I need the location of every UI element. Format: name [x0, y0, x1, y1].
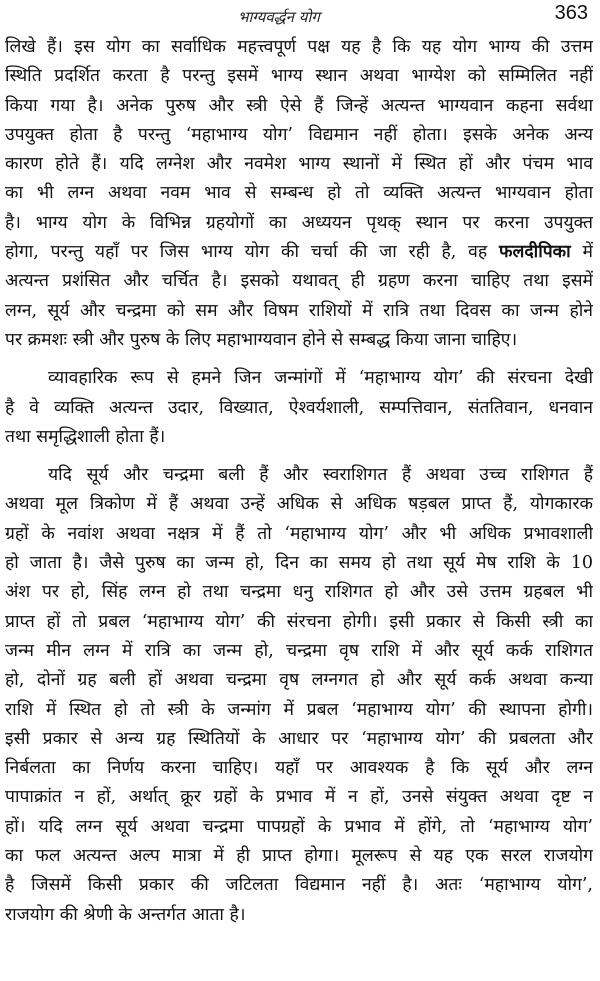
text-line: ग्रहों के नवांश अथवा नक्षत्र में हैं तो ‘महाभाग्य योग’ और भी अधिक प्रभावशाली: [5, 523, 593, 544]
text-line: निर्बलता का निर्णय करना चाहिए। यहाँ पर आवश्यक है कि सूर्य और लग्न: [5, 758, 593, 779]
bold-term: फलदीपिका: [499, 242, 571, 263]
text-line: लग्न, सूर्य और चन्द्रमा को सम और विषम राशियों में रात्रि तथा दिवस का जन्म होने: [5, 300, 593, 321]
text-line: है जिसमें किसी प्रकार की जटिलता विद्यमान नहीं है। अतः ‘महाभाग्य योग’,: [5, 875, 593, 896]
text-line: अथवा मूल त्रिकोण में हैं अथवा उन्हें अधिक से अधिक षड़बल प्राप्त हैं, योगकारक: [5, 494, 593, 515]
text-line: पापाक्रांत न हों, अर्थात् क्रूर ग्रहों के प्रभाव में न हों, उनसे संयुक्त अथवा दृष्ट न: [5, 787, 593, 808]
text-line: [5, 238, 593, 267]
page-body: [5, 33, 593, 939]
text-line: पर क्रमशः स्त्री और पुरुष के लिए महाभाग्यवान होने से सम्बद्ध किया जाना चाहिए।: [5, 329, 518, 350]
text-line: किया गया है। अनेक पुरुष और स्त्री ऐसे हैं जिन्हें अत्यन्त भाग्यवान कहना सर्वथा: [5, 95, 593, 116]
text-line: उपयुक्त होता है परन्तु ‘महाभाग्य योग’ विद्यमान नहीं होता। इसके अनेक अन्य: [5, 124, 593, 145]
text-line: व्यावहारिक रूप से हमने जिन जन्मांगों में ‘महाभाग्य योग’ की संरचना देखी: [48, 368, 593, 389]
text-line: जन्म मीन लग्न में रात्रि का जन्म हो, चन्द्रमा वृष राशि में और सूर्य कर्क राशिगत: [5, 640, 593, 661]
text-line: है वे व्यक्ति अत्यन्त उदार, विख्यात, ऐश्वर्यशाली, सम्पत्तिवान, संततिवान, धनवान: [5, 397, 593, 418]
paragraph: [5, 364, 593, 452]
text-line: स्थिति प्रदर्शित करता है परन्तु इसमें भाग्य स्थान अथवा भाग्येश को सम्मिलित नहीं: [5, 66, 593, 87]
text-line: का फल अत्यन्त अल्प मात्रा में ही प्राप्त होगा। मूलरूप से यह एक सरल राजयोग: [5, 846, 593, 867]
text-line: हो, दोनों ग्रह बली हों अथवा चन्द्रमा वृष लग्नगत हो और सूर्य कर्क अथवा कन्या: [5, 670, 593, 691]
paragraph: [5, 33, 593, 355]
text-line: राजयोग की श्रेणी के अन्तर्गत आता है।: [5, 904, 246, 925]
text-line: लिखे हैं। इस योग का सर्वाधिक महत्त्वपूर्ण पक्ष यह है कि यह योग भाग्य की उत्तम: [5, 37, 593, 57]
text-line: हों। यदि लग्न सूर्य अथवा चन्द्रमा पापग्रहों के प्रभाव में होंगे, तो ‘महाभाग्य योग’: [5, 816, 593, 837]
page-number: 363: [554, 2, 588, 24]
text-line: राशि में स्थित हो तो स्त्री के जन्मांग में प्रबल ‘महाभाग्य योग’ की स्थापना होगी।: [5, 699, 593, 720]
text-line: हो जाता है। जैसे पुरुष का जन्म हो, दिन का समय हो तथा सूर्य मेष राशि के 10: [5, 553, 593, 574]
running-title: भाग्यवर्द्धन योग: [238, 8, 320, 26]
text-line: अत्यन्त प्रशंसित और चर्चित है। इसको यथावत् ही ग्रहण करना चाहिए तथा इसमें: [5, 271, 593, 292]
text-line: का भी लग्न अथवा नवम भाव से सम्बन्ध हो तो व्यक्ति अत्यन्त भाग्यवान होता: [5, 183, 593, 204]
paragraph: [5, 461, 593, 930]
text-line: है। भाग्य योग के विभिन्न ग्रहयोगों का अध्ययन पृथक् स्थान पर करना उपयुक्त: [5, 212, 593, 233]
text-line: अंश पर हो, सिंह लग्न हो तथा चन्द्रमा धनु राशिगत हो और उसे उत्तम ग्रहबल भी: [5, 582, 593, 603]
text-line: प्राप्त हों तो प्रबल ‘महाभाग्य योग’ की संरचना होगी। इसी प्रकार से किसी स्त्री का: [5, 611, 593, 632]
text-line: इसी प्रकार से अन्य ग्रह स्थितियों के आधार पर ‘महाभाग्य योग’ की प्रबलता और: [5, 728, 593, 749]
text-line: यदि सूर्य और चन्द्रमा बली हैं और स्वराशिगत हैं अथवा उच्च राशिगत हैं: [48, 465, 593, 486]
text-line: कारण होते हैं। यदि लग्नेश और नवमेश भाग्य स्थानों में स्थित हों और पंचम भाव: [5, 154, 593, 175]
text-segment: में: [570, 242, 593, 263]
page-header: [0, 2, 600, 32]
text-line: तथा समृद्धिशाली होता हैं।: [5, 426, 166, 447]
text-segment: होगा, परन्तु यहाँ पर जिस भाग्य योग की चर्चा की जा रही है, वह: [5, 242, 500, 263]
